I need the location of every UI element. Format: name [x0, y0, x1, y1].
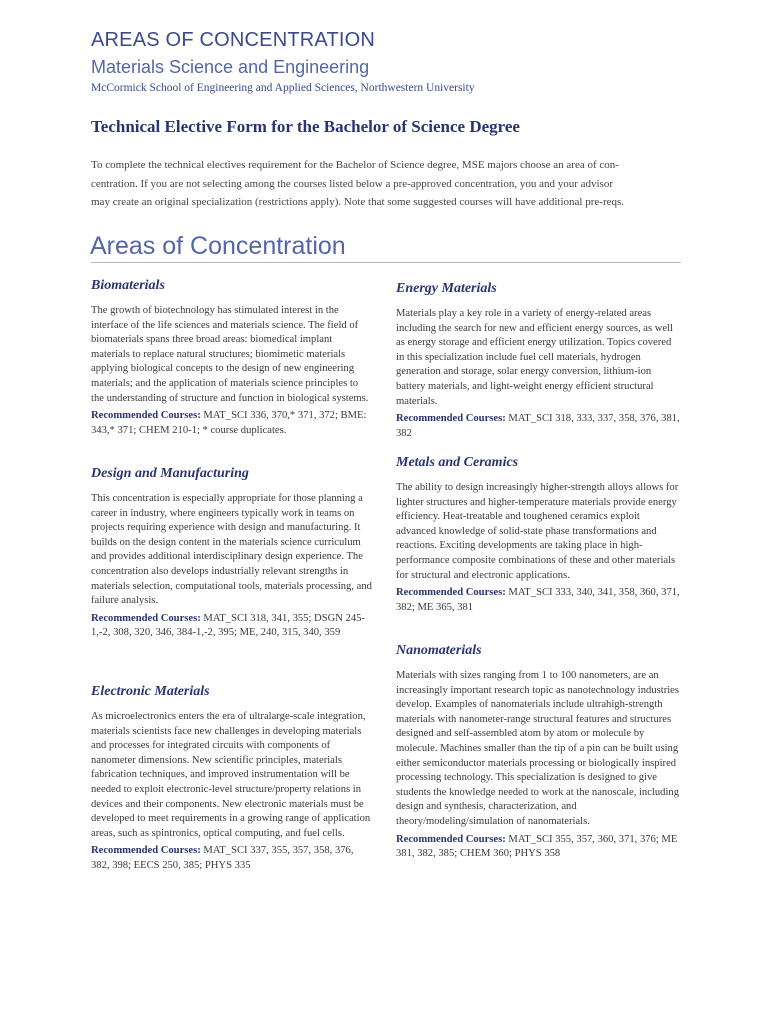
section-biomaterials: [91, 278, 373, 438]
section-divider: [91, 262, 681, 263]
section-energy-materials: [396, 281, 680, 441]
section-body: The growth of biotechnology has stimulated interest in the interface of the life sciences and materials science. The field of biomaterials spans three broad areas: biomedical implant materials to replace natural structures; biomimetic materials applying biological concepts to the design of new engineering materials; and the application of materials science principles to the understanding of structure and function in biological systems.: [91, 305, 369, 404]
recommended-courses: [396, 412, 680, 441]
intro-line: centration. If you are not selecting among the courses listed below a pre-approved concentration, you and your advisor: [91, 177, 614, 190]
intro-line: To complete the technical electives requirement for the Bachelor of Science degree, MSE majors choose an area of con-: [91, 159, 619, 171]
section-title: Metals and Ceramics: [396, 455, 519, 470]
header-school: McCormick School of Engineering and Applied Sciences, Northwestern University: [91, 82, 475, 94]
intro-line: may create an original specialization (restrictions apply). Note that some suggested courses will have additional pre-reqs.: [91, 196, 625, 208]
section-body: The ability to design increasingly higher-strength alloys allows for lighter structures and higher-temperature materials provide energy efficiency. Heat-treatable and toughened ceramics exploit advanced knowledge of solid-state phase transformations and reactions. Exciting developments are taking place in high-performance composite combinations of these and other materials for structural and electronic applications.: [396, 482, 679, 581]
section-title: Energy Materials: [396, 281, 497, 296]
header-title: AREAS OF CONCENTRATION: [91, 29, 376, 51]
recommended-label: Recommended Courses:: [396, 413, 506, 425]
recommended-label: Recommended Courses:: [91, 612, 201, 624]
recommended-courses: [396, 833, 680, 862]
section-nanomaterials: [396, 643, 680, 862]
recommended-label: Recommended Courses:: [396, 587, 506, 599]
recommended-label: Recommended Courses:: [396, 833, 506, 845]
section-title: Biomaterials: [91, 278, 165, 293]
recommended-label: Recommended Courses:: [91, 845, 201, 857]
course-list: MAT_SCI 355, 357, 360, 371, 376; ME 381, 382, 385; CHEM 360; PHYS 358: [396, 833, 678, 860]
section-body: Materials play a key role in a variety of energy-related areas including the search for new and efficient energy sources, as well as energy storage and efficient energy utilization. Topics covered in this specialization include fuel cell materials, hydrogen generation and storage, solar energy conversion, lithium-ion battery materials, and light-weight energy efficient structural materials.: [396, 308, 674, 407]
recommended-courses: [91, 612, 373, 641]
recommended-courses: [91, 409, 373, 438]
areas-title: Areas of Concentration: [90, 232, 346, 260]
header-subtitle: Materials Science and Engineering: [91, 57, 370, 77]
section-body: Materials with sizes ranging from 1 to 100 nanometers, are an increasingly important research topic as nanotechnology industries develop. Examples of nanomaterials include ultrahigh-strength materials with nanometer-range structural features and structures designed and self-assembled atom by atom or molecule by molecule. Machines smaller than the tip of a pin can be built using either semiconductor materials processing or biologically inspired processing technology. This specialization is designed to give students the knowledge needed to work at the nanoscale, including design and synthesis, characterization, and theory/modeling/simulation of nanomaterials.: [396, 670, 680, 827]
course-list: MAT_SCI 337, 355, 357, 358, 376, 382, 398; EECS 250, 385; PHYS 335: [91, 845, 354, 871]
recommended-label: Recommended Courses:: [91, 410, 201, 422]
section-body: This concentration is especially appropriate for those planning a career in industry, where engineers typically work in teams on projects requiring experience with design and manufacturing. It builds on the design content in the materials science curriculum and provides additional interdisciplinary design experience. The concentration also develops industrially relevant strengths in materials selection, computational tools, materials processing, and failure analysis.: [91, 493, 372, 607]
recommended-courses: [396, 586, 680, 615]
course-list: MAT_SCI 318, 341, 355; DSGN 245-1,-2, 308, 320, 346, 384-1,-2, 395; ME, 240, 315, 340, 359: [91, 612, 365, 639]
section-title: Design and Manufacturing: [91, 466, 249, 481]
course-list: MAT_SCI 333, 340, 341, 358, 360, 371, 382; ME 365, 381: [396, 587, 680, 613]
section-design-manufacturing: [91, 466, 373, 641]
course-list: MAT_SCI 336, 370,* 371, 372; BME: 343,* 371; CHEM 210-1; * course duplicates.: [91, 410, 367, 436]
section-title: Nanomaterials: [396, 643, 482, 658]
section-electronic-materials: [91, 684, 373, 874]
section-metals-ceramics: [396, 455, 680, 615]
intro-paragraph: [91, 156, 691, 212]
section-body: As microelectronics enters the era of ultralarge-scale integration, materials scientists face new challenges in developing materials and processes for integrated circuits with components of nanometer dimensions. New scientific principles, materials fabrication techniques, and improved instrumentation will be needed to exploit electronic-level structure/property relations in devices and their components. New electronic materials must be developed to meet requirements in a growing range of application areas, such as spintronics, optical computing, and fuel cells.: [91, 711, 371, 839]
section-title: Electronic Materials: [91, 684, 210, 699]
recommended-courses: [91, 844, 373, 873]
course-list: MAT_SCI 318, 333, 337, 358, 376, 381, 382: [396, 413, 680, 439]
form-title: Technical Elective Form for the Bachelor of Science Degree: [91, 117, 520, 136]
